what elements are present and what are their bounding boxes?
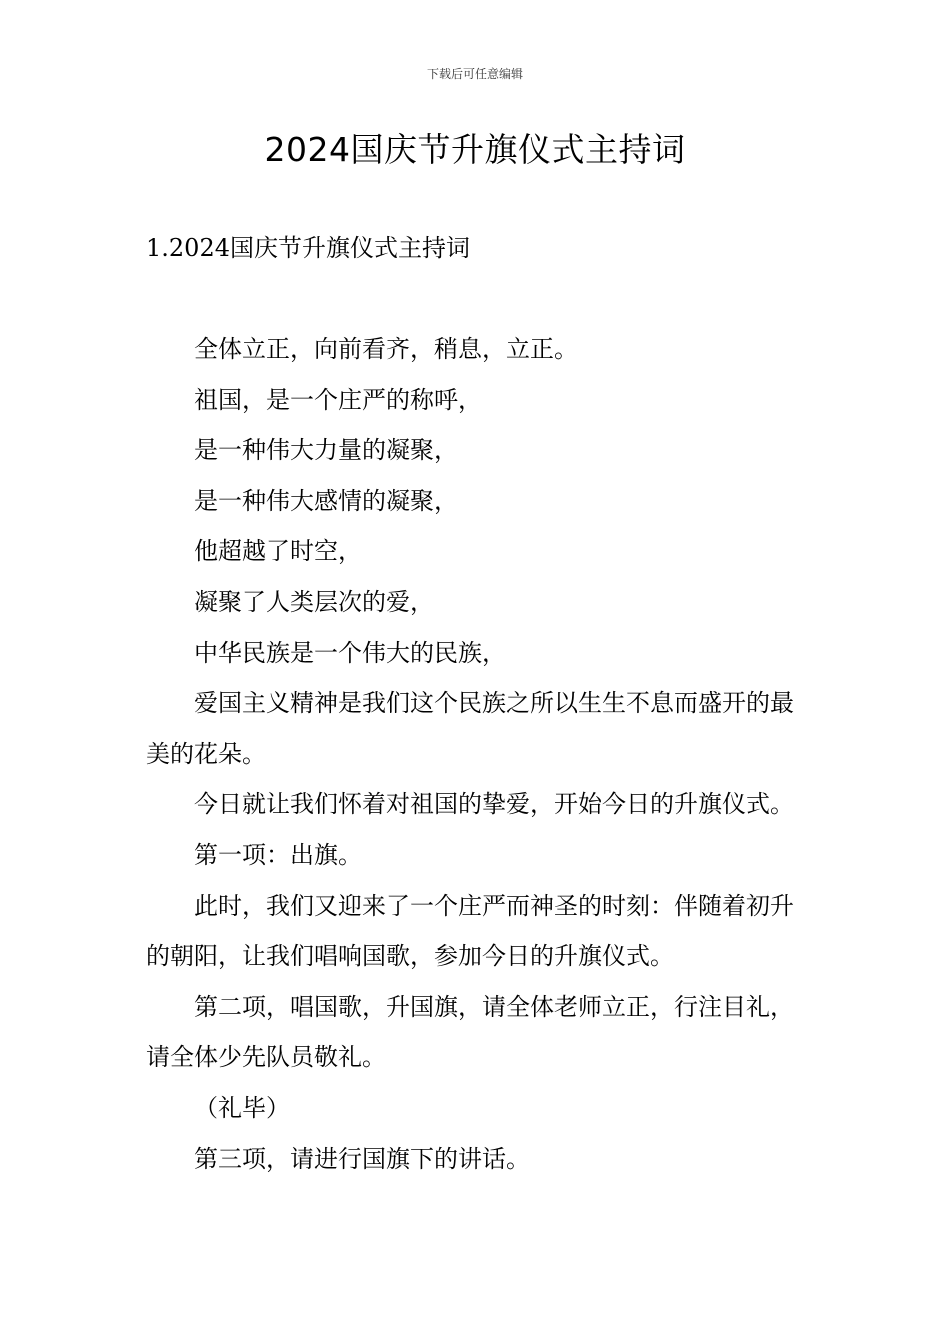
section-heading: 1.2024国庆节升旗仪式主持词	[146, 234, 470, 262]
document-body	[146, 324, 806, 1184]
paragraph: 是一种伟大感情的凝聚，	[194, 486, 458, 515]
paragraph: 第二项，唱国歌，升国旗，请全体老师立正，行注目礼，请全体少先队员敬礼。	[146, 992, 794, 1072]
paragraph: 第一项：出旗。	[194, 840, 362, 869]
document-title: 2024国庆节升旗仪式主持词	[264, 130, 686, 169]
paragraph: 他超越了时空，	[194, 537, 362, 566]
paragraph: 祖国，是一个庄严的称呼，	[194, 385, 482, 414]
paragraph: 今日就让我们怀着对祖国的挚爱，开始今日的升旗仪式。	[194, 790, 794, 819]
paragraph: （礼毕）	[194, 1093, 290, 1122]
paragraph: 中华民族是一个伟大的民族，	[194, 638, 506, 667]
header-note: 下载后可任意编辑	[426, 67, 523, 81]
paragraph: 是一种伟大力量的凝聚，	[194, 436, 458, 465]
paragraph: 第三项，请进行国旗下的讲话。	[194, 1144, 530, 1173]
paragraph: 全体立正，向前看齐，稍息，立正。	[194, 335, 578, 363]
paragraph: 凝聚了人类层次的爱，	[194, 587, 434, 616]
paragraph: 此时，我们又迎来了一个庄严而神圣的时刻：伴随着初升的朝阳，让我们唱响国歌，参加今日的升旗仪式。	[146, 891, 794, 971]
paragraph: 爱国主义精神是我们这个民族之所以生生不息而盛开的最美的花朵。	[146, 689, 794, 768]
